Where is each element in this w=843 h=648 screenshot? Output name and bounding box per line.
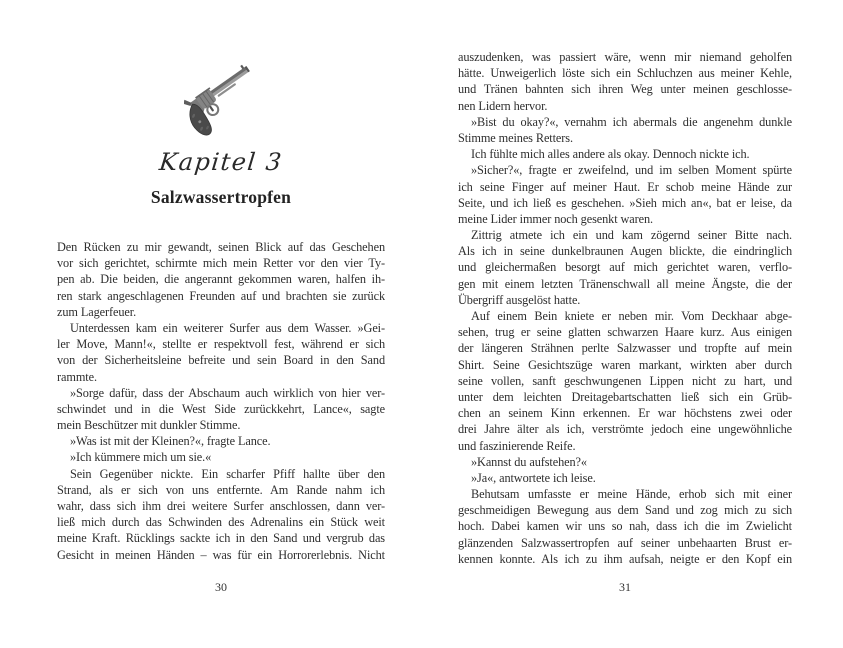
text-line: »Ja«, antwortete ich leise. <box>471 470 596 485</box>
text-line: wahr, dass sich ihm drei weitere Surfer anschlossen, dann ver- <box>57 499 385 513</box>
text-line: sehen, trug er seine glatten schwarzen Haare kurz. Aus einigen <box>458 325 792 340</box>
revolver-icon <box>184 57 268 147</box>
text-line: vor sich gerichtet, schirmte mich mein Retter vor den vier Ty- <box>57 256 385 271</box>
text-line: geschmeidigen Bewegung aus dem Sand und zog mich zu sich <box>458 503 792 518</box>
text-line: Als ich in seine dunkelbraunen Augen blickte, die eindringlich <box>458 244 792 259</box>
revolver-illustration <box>184 57 268 147</box>
text-line: »Bist du okay?«, vernahm ich abermals die angenehm dunkle <box>471 114 792 129</box>
text-line: Übergriff ausgelöst hatte. <box>458 292 581 307</box>
text-line: Unterdessen kam ein weiterer Surfer aus dem Wasser. »Gei- <box>70 320 385 335</box>
chapter-heading: Kapitel 3 <box>157 148 285 176</box>
text-line: glänzenden Salzwassertropfen auf seiner unbehaarten Brust er- <box>458 535 792 550</box>
page-number-left: 30 <box>215 580 227 594</box>
text-line: »Was ist mit der Kleinen?«, fragte Lance. <box>70 434 271 449</box>
text-line: rammte. <box>57 369 97 384</box>
text-line: von der Sicherheitsleine befreite und sein Board in den Sand <box>57 353 385 368</box>
text-line: Shirt. Seine Gesichtszüge waren markant, wirkten aber durch <box>458 357 792 372</box>
page-right <box>458 0 792 648</box>
text-line: Behutsam umfasste er meine Hände, erhob sich mit einer <box>471 487 792 502</box>
text-line: gen mit einem letzten Tränenschwall all meine Ängste, die der <box>458 276 792 291</box>
text-line: kennen konnte. Als ich zu ihm aufsah, neigte er den Kopf ein <box>458 551 792 566</box>
text-line: Ich fühlte mich alles andere als okay. Dennoch nickte ich. <box>471 147 750 162</box>
text-line: drei Jahre älter als ich, verströmte jedoch eine ungewöhnliche <box>458 422 792 437</box>
text-line: ich seine Finger auf meiner Haut. Er schob meine Hände zur <box>458 179 792 194</box>
left-page-text <box>57 239 385 563</box>
text-line: und gleichermaßen besorgt auf mich gerichtet waren, verflo- <box>458 260 792 275</box>
text-line: hätte. Unweigerlich löste sich ein Schluchzen aus meiner Kehle, <box>458 66 792 81</box>
text-line: unter dem leichten Dreitagebartschatten ließ sich ein Grüb- <box>458 389 792 404</box>
text-line: meine Lider immer noch gesenkt waren. <box>458 211 654 226</box>
text-line: Den Rücken zu mir gewandt, seinen Blick auf das Geschehen <box>57 240 385 254</box>
text-line: Stimme meines Retters. <box>458 130 573 145</box>
text-line: »Kannst du aufstehen?« <box>471 454 587 469</box>
text-line: pen ab. Die beiden, die angerannt gekommen waren, halfen ih- <box>57 272 385 287</box>
text-line: auszudenken, was passiert wäre, wenn mir niemand geholfen <box>458 50 792 64</box>
text-line: Gesicht in meinen Händen – was für ein Horrorerlebnis. Nicht <box>57 547 385 562</box>
text-line: und faszinierende Reife. <box>458 438 576 453</box>
chapter-title: Salzwassertropfen <box>150 187 292 207</box>
text-line: »Sicher?«, fragte er zweifelnd, und im selben Moment spürte <box>471 163 792 178</box>
text-line: zum Lagerfeuer. <box>57 304 137 319</box>
text-line: der längeren Strähnen perlte Salzwasser und tropfte auf mein <box>458 341 792 356</box>
text-line: »Ich kümmere mich um sie.« <box>70 450 212 465</box>
text-line: und Tränen bahnten sich ihren Weg unter meinen geschlosse- <box>458 82 792 97</box>
text-line: meine Kraft. Rücklings sackte ich in den Sand und vergrub das <box>57 531 385 546</box>
text-line: »Sorge dafür, dass der Abschaum auch wirklich von hier ver- <box>70 385 385 400</box>
text-line: Sein Gegenüber nickte. Ein scharfer Pfiff hallte über den <box>70 466 385 481</box>
page-left <box>57 0 385 648</box>
right-page-text <box>458 49 792 567</box>
text-line: schwindet und in die West Side zurückkehrt, Lance«, sagte <box>57 401 385 416</box>
text-line: hoch. Dabei kamen wir uns so nah, dass ich die im Zwielicht <box>458 519 792 534</box>
text-line: ließ mich durch das Schwinden des Adrenalins ein Stück weit <box>57 515 385 530</box>
page-number-right: 31 <box>619 580 631 594</box>
text-line: seine vollen, sanft geschwungenen Lippen nicht zu hart, und <box>458 373 792 388</box>
text-line: nen Lidern hervor. <box>458 98 548 113</box>
text-line: Auf einem Bein kniete er neben mir. Vom Deckhaar abge- <box>471 309 792 323</box>
text-line: ler Move, Mann!«, stellte er respektvoll fest, während er sich <box>57 337 385 352</box>
text-line: Zittrig atmete ich ein und kam zögernd seiner Bitte nach. <box>471 228 792 243</box>
text-line: Strand, als er sich von uns entfernte. Am Rande nahm ich <box>57 482 385 497</box>
text-line: ren stark angeschlagenen Freunden auf und brachten sie zurück <box>57 288 385 303</box>
text-line: chen an seinem Kinn erkennen. Er war höchstens zwei oder <box>458 406 792 421</box>
text-line: mein Beschützer mit dunkler Stimme. <box>57 418 241 433</box>
text-line: Seite, und ich ließ es geschehen. »Sieh mich an«, bat er leise, da <box>458 195 792 210</box>
